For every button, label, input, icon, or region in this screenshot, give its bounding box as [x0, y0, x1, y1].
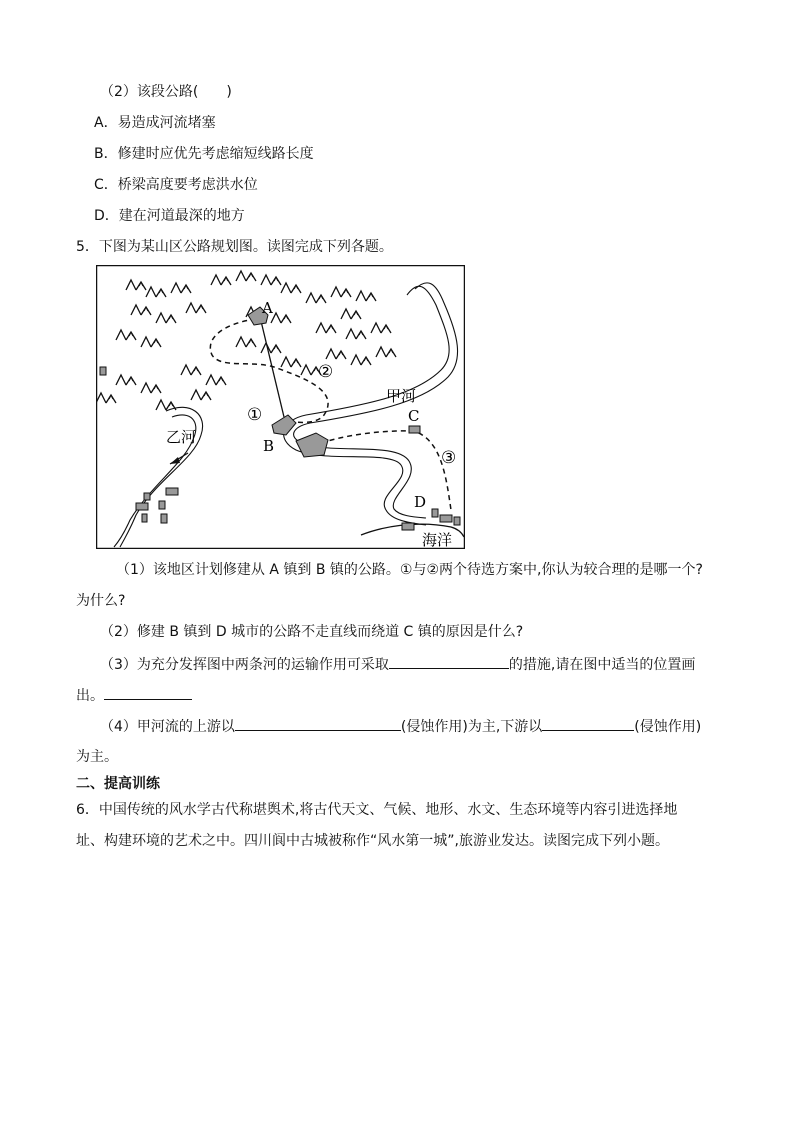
label-b: B: [263, 437, 275, 455]
q5-sub3-post: 的措施,请在图中适当的位置画: [508, 657, 696, 673]
q5-sub4-blank-1[interactable]: [235, 716, 401, 731]
west-settlement: [100, 367, 106, 375]
road-planning-map: [96, 265, 465, 549]
label-a: A: [262, 299, 273, 317]
q4-option-a: A．易造成河流堵塞: [94, 115, 216, 131]
label-ocean: 海洋: [422, 531, 453, 549]
q5-sub3-pre: （3）为充分发挥图中两条河的运输作用可采取: [100, 657, 389, 673]
q5-sub2: （2）修建 B 镇到 D 城市的公路不走直线而绕道 C 镇的原因是什么?: [100, 624, 524, 640]
label-route-1: ①: [247, 405, 263, 425]
q6-line2: 址、构建环境的艺术之中。四川阆中古城被称作“风水第一城”,旅游业发达。读图完成下列小题。: [76, 833, 669, 849]
q5-sub1-line1: （1）该地区计划修建从 A 镇到 B 镇的公路。①与②两个待选方案中,你认为较合理的是哪一个?: [116, 562, 703, 578]
label-route-3: ③: [441, 448, 457, 468]
q4-option-d: D．建在河道最深的地方: [94, 208, 245, 224]
q5-sub4-blank-2[interactable]: [542, 716, 634, 731]
coastal-settlement: [402, 523, 414, 530]
q5-stem: 5．下图为某山区公路规划图。读图完成下列各题。: [76, 239, 393, 255]
label-jia-river: 甲河: [386, 387, 417, 405]
q5-sub3-line1: [100, 654, 695, 675]
q5-sub3-blank-2[interactable]: [104, 685, 192, 700]
q5-sub4-line1: [100, 716, 701, 737]
q4-sub2-stem: （2）该段公路( ): [100, 84, 232, 100]
q5-sub3-line2-text: 出。: [76, 688, 104, 704]
section-2-title: 二、提高训练: [76, 776, 160, 792]
label-route-2: ②: [318, 362, 334, 382]
label-c: C: [408, 407, 420, 425]
q5-sub4-post: (侵蚀作用): [634, 719, 702, 735]
q5-sub4-pre: （4）甲河流的上游以: [100, 719, 235, 735]
label-d: D: [414, 493, 427, 511]
q5-sub3-line2: [76, 685, 192, 706]
q5-sub1-line2: 为什么?: [76, 593, 126, 609]
q5-sub4-mid: (侵蚀作用)为主,下游以: [400, 719, 543, 735]
q5-sub4-line2: 为主。: [76, 749, 118, 765]
q4-option-b: B．修建时应优先考虑缩短线路长度: [94, 146, 314, 162]
q6-line1: 6．中国传统的风水学古代称堪舆术,将古代天文、气候、地形、水文、生态环境等内容引进选择地: [76, 802, 678, 818]
label-yi-river: 乙河: [166, 428, 197, 446]
q4-option-c: C．桥梁高度要考虑洪水位: [94, 177, 258, 193]
town-c: [409, 426, 420, 433]
q5-sub3-blank-1[interactable]: [389, 654, 509, 669]
